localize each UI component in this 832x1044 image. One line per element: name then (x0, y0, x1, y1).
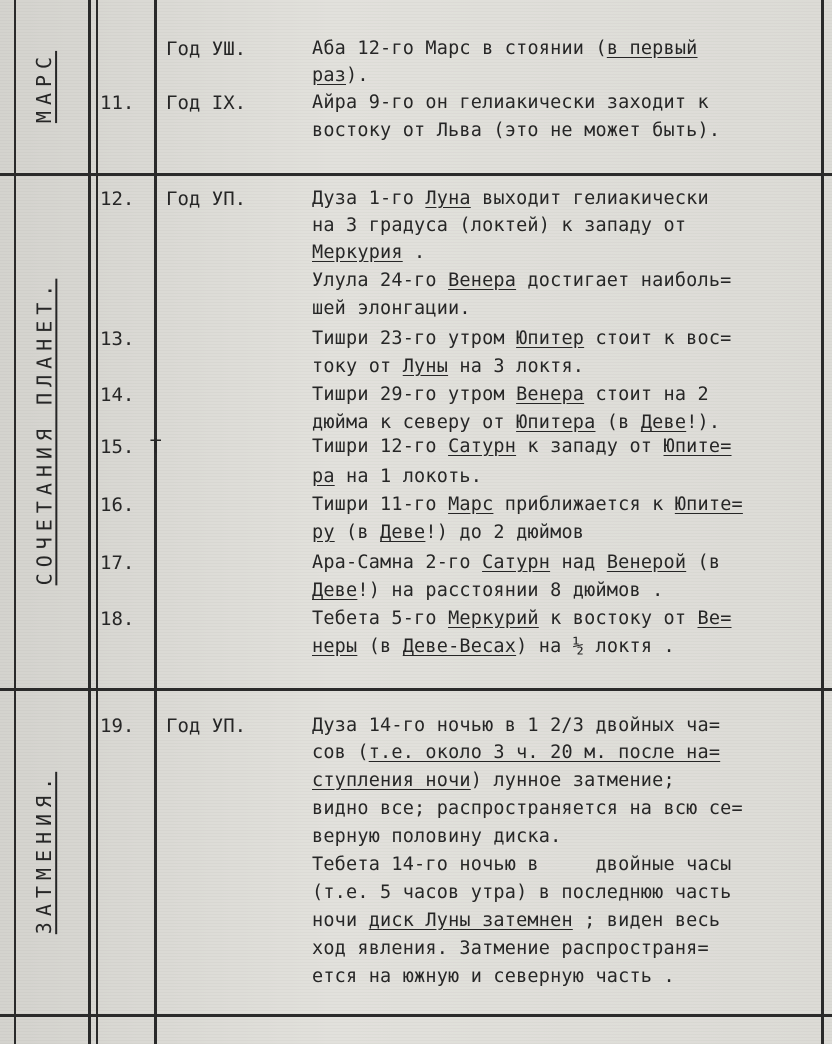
text-segment: Аба 12-го (312, 38, 426, 59)
underlined-term: Ве= (697, 608, 732, 629)
text-segment: !). (686, 412, 721, 433)
underlined-term: Деве (640, 412, 687, 433)
text-segment: Тишри 29-го утром (312, 384, 517, 405)
text-line (312, 770, 675, 791)
underlined-term: ра (312, 466, 335, 487)
text-segment: дюйма к северу от (312, 412, 517, 433)
text-segment: (в (357, 636, 403, 657)
text-segment: (в (686, 552, 721, 573)
underlined-term: раз (312, 65, 347, 86)
text-line (312, 608, 732, 629)
text-segment: сов ( (312, 742, 369, 763)
text-segment: на 3 градуса (локтей) к западу от (312, 215, 687, 236)
text-segment: ) на ½ локтя . (516, 636, 675, 657)
right-column-line (821, 0, 824, 1044)
underlined-term: ру (312, 522, 335, 543)
text-line (312, 552, 720, 573)
text-segment: к востоку от (538, 608, 698, 629)
section-label-eclipses: ЗАТМЕНИЯ. (32, 771, 56, 934)
text-segment: Дуза 14-го ночью в 1 2/3 двойных ча= (312, 715, 721, 736)
text-line (312, 65, 369, 86)
entry-number: 18. (100, 608, 135, 630)
text-segment: Тебета 5-го (312, 608, 449, 629)
text-line (312, 188, 709, 209)
text-segment: верную половину диска. (312, 826, 562, 847)
text-segment: к западу от (516, 436, 664, 457)
text-line (312, 715, 720, 736)
text-segment: !) до 2 дюймов (425, 522, 585, 543)
underlined-term: Венера (448, 270, 517, 291)
underlined-term: Юпите= (663, 436, 732, 457)
text-line (312, 494, 743, 515)
underlined-term: Сатурн (448, 436, 517, 457)
text-line (312, 966, 675, 987)
underlined-term: Деве-Весах (402, 636, 517, 657)
text-line (312, 466, 482, 487)
text-line (312, 38, 698, 59)
year-column-line (154, 0, 157, 1044)
text-segment: Ара-Самна 2-го (312, 552, 483, 573)
text-line (312, 636, 675, 657)
text-segment: приближается к (493, 494, 675, 515)
divider-mars (0, 173, 832, 176)
text-segment: току от (312, 356, 403, 377)
underlined-term: неры (312, 636, 358, 657)
text-line (312, 882, 732, 903)
text-line (312, 120, 720, 141)
section-label-conjunctions: СОЧЕТАНИЯ ПЛАНЕТ. (32, 278, 57, 586)
underlined-term: Луна (425, 188, 471, 209)
entry-year: Год УП. (166, 188, 247, 210)
text-segment: Айра 9-го он гелиакически заходит к (312, 92, 709, 113)
text-segment: видно все; распространяется на всю се= (312, 798, 743, 819)
entry-number: 19. (100, 715, 135, 737)
text-segment: (т.е. 5 часов утра) в последнюю часть (312, 882, 732, 903)
text-segment: Тишри 12-го (312, 436, 449, 457)
text-line (312, 798, 743, 819)
underlined-term: в первый (606, 38, 698, 59)
entry-number: 11. (100, 92, 135, 114)
text-segment: ночи (312, 910, 369, 931)
text-segment: выходит гелиакически (470, 188, 709, 209)
left-margin-line (14, 0, 16, 1044)
underlined-term: Меркурия (312, 242, 403, 263)
text-segment: Дуза 1-го (312, 188, 426, 209)
text-segment: ; виден весь (572, 910, 721, 931)
text-segment: Улула 24-го (312, 270, 449, 291)
text-segment: Тишри 23-го утром (312, 328, 517, 349)
text-line (312, 938, 709, 959)
text-line (312, 412, 720, 433)
text-line (312, 92, 709, 113)
entry-number: 14. (100, 384, 135, 406)
text-line (312, 242, 425, 263)
text-line (312, 436, 732, 457)
text-segment: ход явления. Затмение распространя= (312, 938, 709, 959)
text-line (312, 328, 732, 349)
margin-mark: Т (150, 436, 162, 458)
text-segment: востоку от Льва (это не может быть). (312, 120, 721, 141)
underlined-term: т.е. около 3 ч. 20 м. после на= (368, 742, 721, 763)
entry-number: 17. (100, 552, 135, 574)
text-line (312, 742, 720, 763)
text-segment: стоит на 2 (584, 384, 709, 405)
entry-number: 12. (100, 188, 135, 210)
text-segment: на 3 локтя. (448, 356, 585, 377)
underlined-term: Марс (448, 494, 494, 515)
text-segment: над (550, 552, 607, 573)
text-segment: ется на южную и северную часть . (312, 966, 675, 987)
text-line (312, 215, 686, 236)
text-line (312, 298, 471, 319)
underlined-term: ступления ночи (312, 770, 471, 791)
text-segment: в стоянии ( (470, 38, 607, 59)
underlined-term: Юпитер (516, 328, 585, 349)
text-line (312, 356, 584, 377)
text-line (312, 384, 709, 405)
entry-number: 16. (100, 494, 135, 516)
divider-bottom (0, 1014, 832, 1017)
underlined-term: Сатурн (482, 552, 551, 573)
text-line (312, 910, 720, 931)
entry-year: Год УШ. (166, 38, 247, 60)
text-segment: !) на расстоянии 8 дюймов . (357, 580, 664, 601)
text-line (312, 854, 732, 875)
section-column-line (88, 0, 91, 1044)
text-line (312, 522, 584, 543)
number-column-line (96, 0, 98, 1044)
entry-number: 13. (100, 328, 135, 350)
text-line (312, 826, 561, 847)
underlined-term: Венера (516, 384, 585, 405)
text-segment: достигает наиболь= (516, 270, 732, 291)
text-segment: на 1 локоть. (334, 466, 483, 487)
entry-year: Год IX. (166, 92, 247, 114)
text-segment: шей элонгации. (312, 298, 471, 319)
section-label-mars: МАРС (32, 50, 57, 123)
text-segment: Марс (425, 38, 471, 59)
text-segment: ) лунное затмение; (470, 770, 675, 791)
text-segment: (в (334, 522, 381, 543)
underlined-term: Юпите= (674, 494, 743, 515)
underlined-term: Венерой (606, 552, 687, 573)
underlined-term: диск Луны затемнен (368, 910, 573, 931)
text-segment: . (402, 242, 426, 263)
entry-year: Год УП. (166, 715, 247, 737)
entry-number: 15. (100, 436, 135, 458)
divider-conjunctions (0, 688, 832, 691)
underlined-term: Деве (380, 522, 426, 543)
underlined-term: Меркурий (448, 608, 539, 629)
text-line (312, 580, 663, 601)
text-segment: ). (346, 65, 369, 86)
underlined-term: Луны (402, 356, 449, 377)
underlined-term: Юпитера (516, 412, 596, 433)
text-segment: стоит к вос= (584, 328, 732, 349)
text-segment: Тишри 11-го (312, 494, 449, 515)
text-segment: (в (595, 412, 641, 433)
text-line (312, 270, 732, 291)
underlined-term: Деве (312, 580, 358, 601)
text-segment: Тебета 14-го ночью в двойные часы (312, 854, 732, 875)
